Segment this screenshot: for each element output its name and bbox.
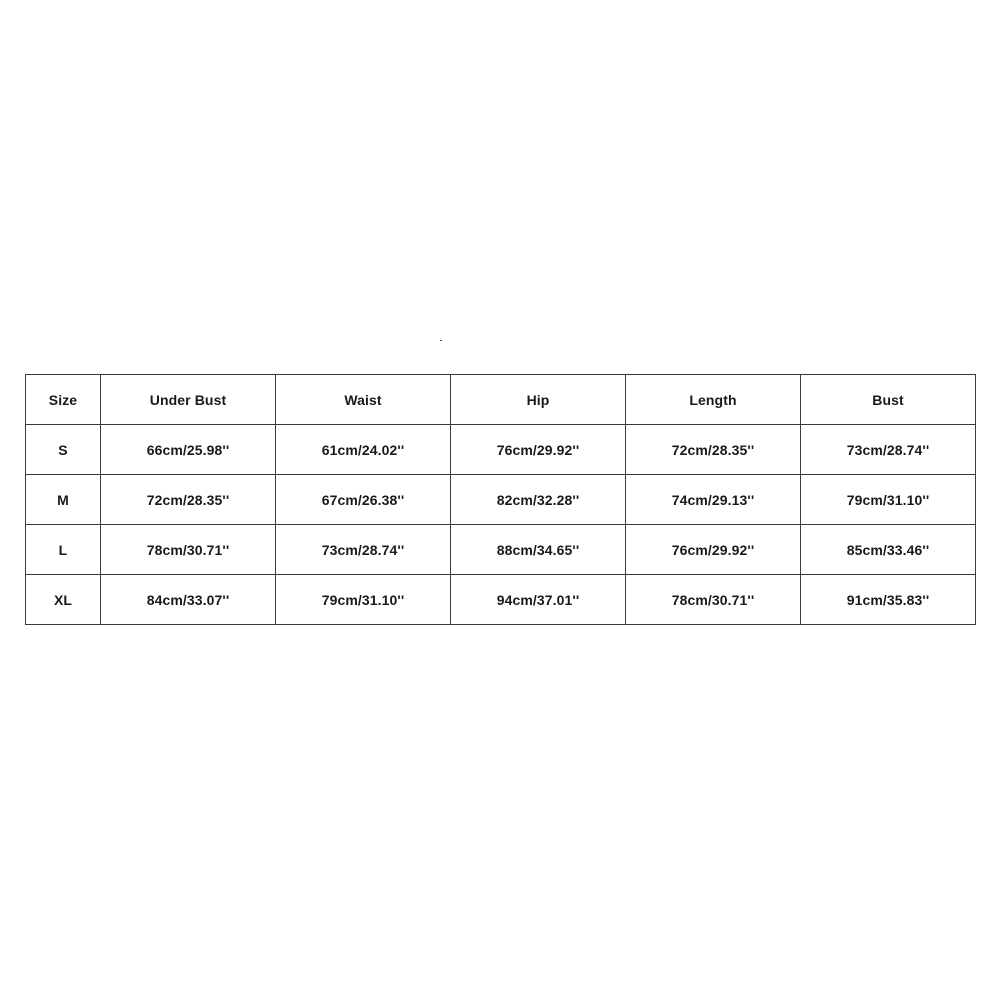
cell-under-bust: 78cm/30.71'' — [101, 525, 276, 575]
cell-size: M — [26, 475, 101, 525]
header-hip: Hip — [451, 375, 626, 425]
cell-under-bust: 66cm/25.98'' — [101, 425, 276, 475]
cell-hip: 94cm/37.01'' — [451, 575, 626, 625]
header-size: Size — [26, 375, 101, 425]
cell-under-bust: 84cm/33.07'' — [101, 575, 276, 625]
cell-waist: 67cm/26.38'' — [276, 475, 451, 525]
cell-length: 78cm/30.71'' — [626, 575, 801, 625]
cell-bust: 79cm/31.10'' — [801, 475, 976, 525]
table-row — [26, 525, 976, 575]
cell-bust: 91cm/35.83'' — [801, 575, 976, 625]
header-bust: Bust — [801, 375, 976, 425]
cell-waist: 73cm/28.74'' — [276, 525, 451, 575]
table-row — [26, 575, 976, 625]
size-chart-table — [25, 374, 976, 625]
cell-length: 74cm/29.13'' — [626, 475, 801, 525]
cell-under-bust: 72cm/28.35'' — [101, 475, 276, 525]
cell-size: S — [26, 425, 101, 475]
cell-bust: 85cm/33.46'' — [801, 525, 976, 575]
header-waist: Waist — [276, 375, 451, 425]
cell-length: 72cm/28.35'' — [626, 425, 801, 475]
table-row — [26, 475, 976, 525]
cell-hip: 76cm/29.92'' — [451, 425, 626, 475]
cell-size: XL — [26, 575, 101, 625]
cell-bust: 73cm/28.74'' — [801, 425, 976, 475]
cell-hip: 82cm/32.28'' — [451, 475, 626, 525]
header-length: Length — [626, 375, 801, 425]
table-row — [26, 425, 976, 475]
cell-waist: 79cm/31.10'' — [276, 575, 451, 625]
header-under-bust: Under Bust — [101, 375, 276, 425]
header-row — [26, 375, 976, 425]
cell-size: L — [26, 525, 101, 575]
stray-dot — [440, 340, 442, 341]
cell-length: 76cm/29.92'' — [626, 525, 801, 575]
cell-hip: 88cm/34.65'' — [451, 525, 626, 575]
cell-waist: 61cm/24.02'' — [276, 425, 451, 475]
